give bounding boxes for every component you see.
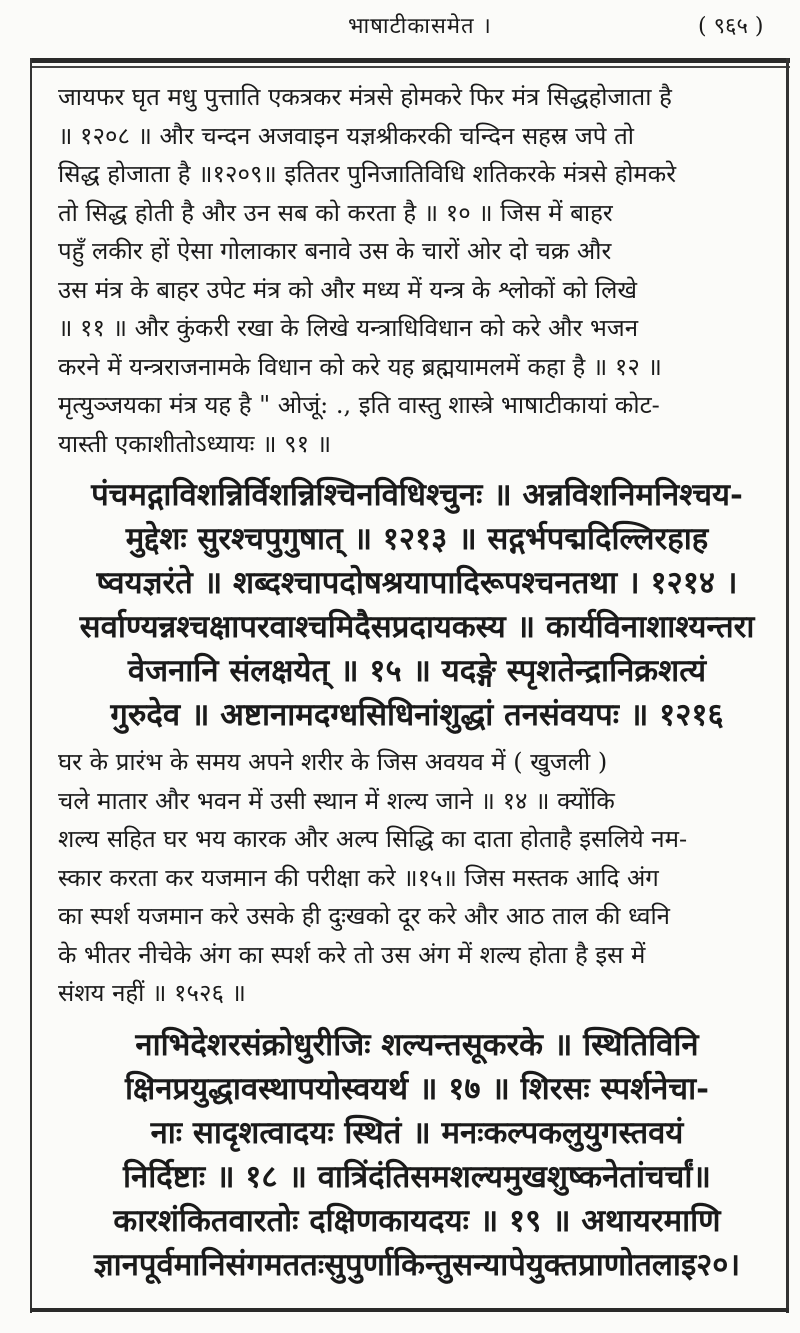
commentary-line: शल्य सहित घर भय कारक और अल्प सिद्धि का दाता होताहै इसलिये नम- [58,825,688,853]
page-number: ( ९६५ ) [698,14,764,39]
right-border-rule [786,58,789,1313]
commentary-line: उस मंत्र के बाहर उपेट मंत्र को और मध्य में यन्त्र के श्लोकों को लिखे [58,275,638,304]
sanskrit-verse-block-1 [58,473,776,737]
commentary-line: तो सिद्ध होती है और उन सब को करता है ॥ १० ॥ जिस में बाहर [58,198,613,227]
verse-line: वेजनानि संलक्षयेत् ॥ १५ ॥ यदङ्गे स्पृशतेन्द्रानिक्रशत्यं [127,653,707,689]
commentary-line: घर के प्रारंभ के समय अपने शरीर के जिस अवयव में ( खुजली ) [58,748,608,776]
verse-line: कारशंकितवारतोः दक्षिणकायदयः ॥ १९ ॥ अथायरमाणि [113,1202,721,1239]
commentary-line: करने में यन्त्रराजनामके विधान को करे यह ब्रह्मयामलमें कहा है ॥ १२ ॥ [58,352,662,381]
left-border-rule [30,58,32,1313]
commentary-block-2 [58,743,776,1013]
commentary-line: ॥ ११ ॥ और कुंकरी रखा के लिखे यन्त्राधिविधान को करे और भजन [58,314,639,342]
top-border-thin-rule [30,66,790,68]
commentary-line: सिद्ध होजाता है ॥१२०९॥ इतितर पुनिजातिविधि शतिकरके मंत्रसे होमकरे [58,160,677,188]
commentary-line: का स्पर्श यजमान करे उसके ही दुःखको दूर करे और आठ ताल की ध्वनि [58,902,670,930]
verse-line: क्षिनप्रयुद्धावस्थापयोस्वयर्थ ॥ १७ ॥ शिरसः स्पर्शनेचा- [125,1070,709,1107]
commentary-line: यास्ती एकाशीतोऽध्यायः ॥ ९१ ॥ [58,429,332,458]
running-title: भाषाटीकासमेत । [348,14,492,39]
top-border-rule [30,58,790,63]
verse-line: निर्दिष्टाः ॥ १८ ॥ वात्रिंदंतिसमशल्यमुखशुष्कनेतांचर्चां॥ [123,1158,711,1195]
verse-line: सर्वाण्यन्नश्चक्षापरवाश्चमिदैसप्रदायकस्य ॥ कार्यविनाशाश्यन्तरा [79,609,755,645]
verse-line: ज्ञानपूर्वमानिसंगमततःसुपुर्णाकिन्तुसन्यापेयुक्तप्राणोतलाइ२०। [93,1246,741,1283]
commentary-line: चले मातार और भवन में उसी स्थान में शल्य जाने ॥ १४ ॥ क्योंकि [58,786,615,815]
page-header [30,2,790,64]
verse-line: मुद्देशः सुरश्चपुगुषात् ॥ १२१३ ॥ सद्गर्भपद्मदिल्लिरहाह [125,521,709,557]
commentary-line: पहुँ लकीर हों ऐसा गोलाकार बनावे उस के चारों ओर दो चक्र और [58,237,612,265]
verse-line: गुरुदेव ॥ अष्टानामदग्धसिधिनांशुद्धां तनसंवयपः ॥ १२१६ [110,697,724,733]
verse-line: नाः सादृशत्वादयः स्थितं ॥ मनःकल्पकलुयुगस्तवयं [150,1114,684,1151]
commentary-line: के भीतर नीचेके अंग का स्पर्श करे तो उस अंग में शल्य होता है इस में [58,940,646,969]
page-body [58,70,776,1302]
sanskrit-verse-block-2 [58,1023,776,1287]
verse-line: नाभिदेशरसंक्रोधुरीजिः शल्यन्तसूकरके ॥ स्थितिविनि [135,1026,699,1063]
commentary-block-1 [58,78,776,463]
bottom-border-rule [30,1308,789,1312]
commentary-line: संशय नहीं ॥ १५२६ ॥ [58,979,246,1007]
verse-line: पंचमद्गाविशन्निर्विशन्निश्चिनविधिश्चुनः ॥ अन्नविशनिमनिश्चय- [91,477,743,513]
commentary-line: जायफर घृत मधु पुत्ताति एकत्रकर मंत्रसे होमकरे फिर मंत्र सिद्धहोजाता है [58,83,672,111]
commentary-line: मृत्युञ्जयका मंत्र यह है " ओजूं: ., इति वास्तु शास्त्रे भाषाटीकायां कोट- [58,391,660,419]
verse-line: ष्वयज्ञरंते ॥ शब्दश्चापदोषश्रयापादिरूपश्चनतथा । १२१४ । [96,565,738,601]
commentary-line: स्कार करता कर यजमान की परीक्षा करे ॥१५॥ जिस मस्तक आदि अंग [58,863,659,892]
commentary-line: ॥ १२०८ ॥ और चन्दन अजवाइन यज्ञश्रीकरकी चन्दिन सहस्र जपे तो [58,121,634,150]
